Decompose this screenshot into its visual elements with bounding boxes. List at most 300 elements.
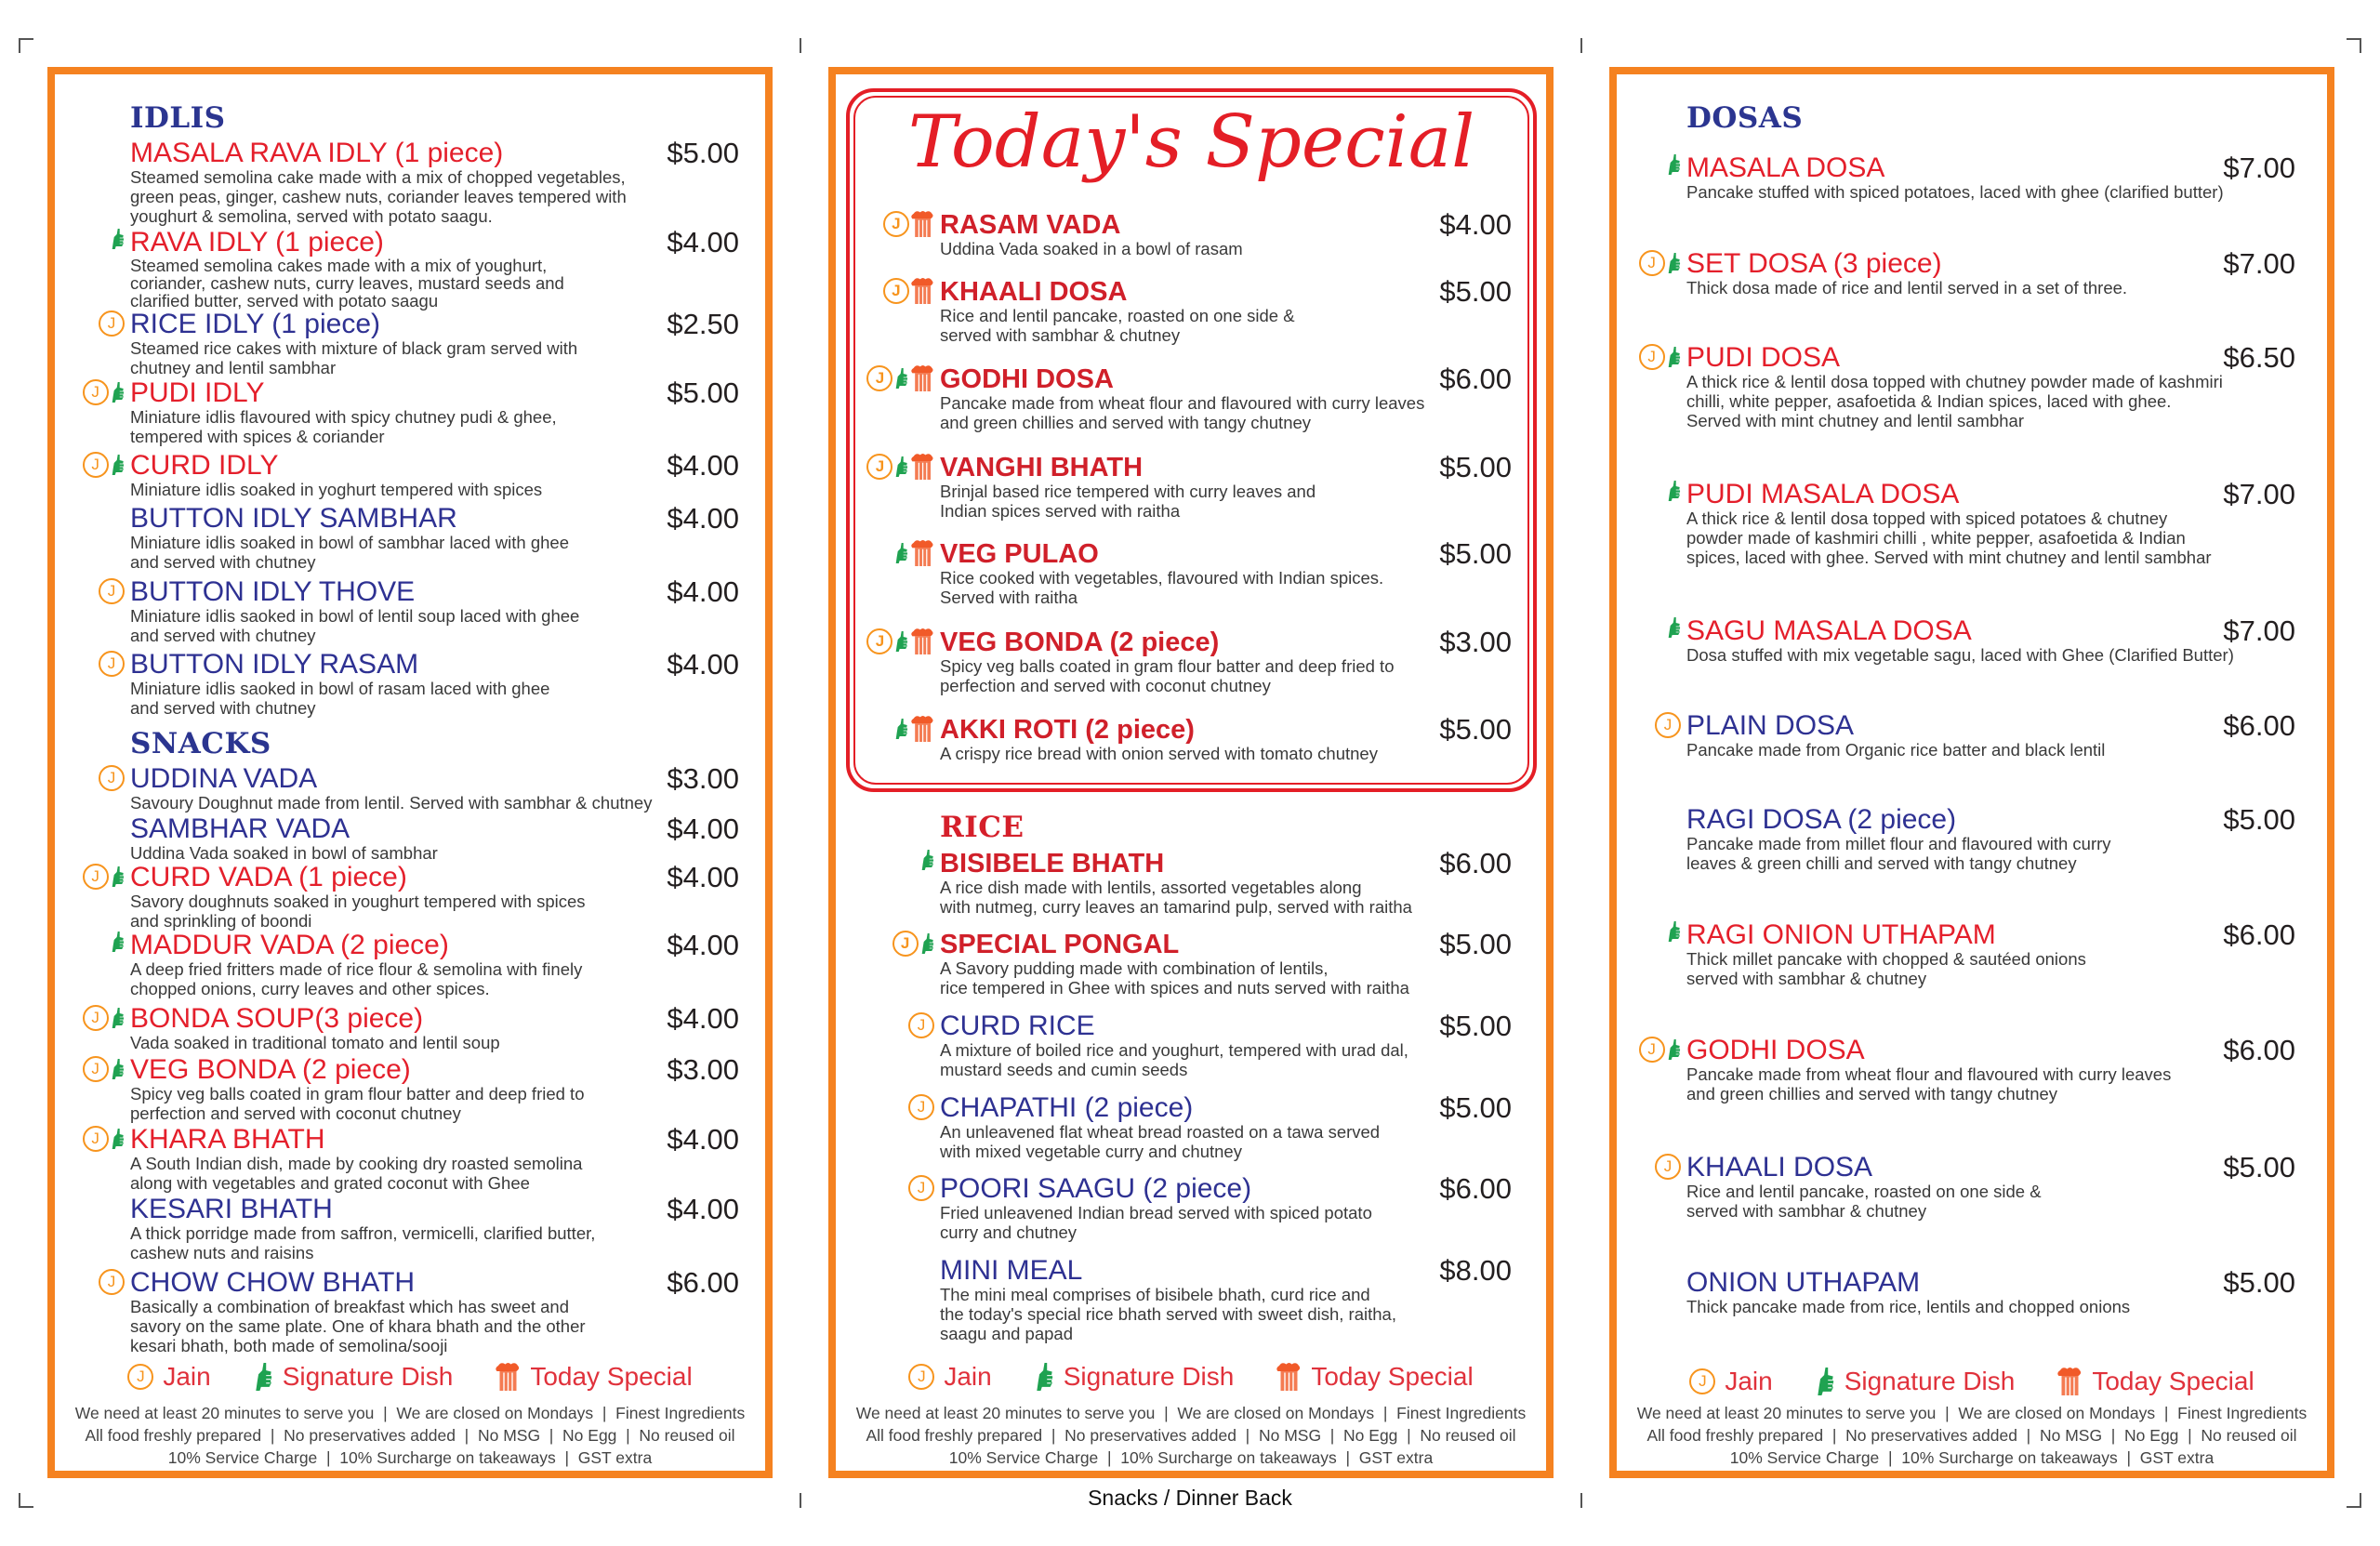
item-description: chopped onions, curry leaves and other spices. [130, 979, 490, 998]
item-tag-icons [908, 1094, 934, 1120]
item-name [107, 649, 419, 680]
crop-mark-top-left [19, 38, 33, 40]
chef-hat-icon [911, 211, 934, 237]
item-name [917, 1011, 1095, 1041]
item-price: $6.00 [2223, 918, 2295, 951]
item-price: $7.00 [2223, 152, 2295, 184]
jain-icon: J [866, 365, 892, 391]
item-description: Miniature idlis soaked in bowl of sambhar laced with ghee [130, 533, 570, 552]
legend-special-label: Today Special [530, 1362, 693, 1391]
thumbs-up-icon [1667, 253, 1681, 273]
item-description: Brinjal based rice tempered with curry leaves and [940, 482, 1316, 501]
item-tag-icons [1639, 250, 1681, 276]
thumbs-up-icon [1035, 1363, 1054, 1391]
item-tag-icons [908, 1012, 934, 1038]
item-tag-icons [111, 932, 125, 952]
item-name-text: UDDINA VADA [130, 763, 318, 794]
jain-icon: J [883, 211, 909, 237]
legend-signature [254, 1361, 454, 1393]
item-name-text: GODHI DOSA [940, 364, 1114, 394]
item-price: $4.00 [1439, 208, 1512, 241]
item-price: $4.00 [667, 1123, 739, 1156]
menu-item [940, 847, 1512, 917]
menu-item [917, 1091, 1512, 1161]
footer-notes [828, 1402, 1554, 1469]
thumbs-up-icon [894, 368, 908, 389]
item-price: $3.00 [667, 1053, 739, 1086]
thumbs-up-icon [894, 631, 908, 652]
item-price: $4.00 [667, 813, 739, 845]
item-name-text: CURD VADA (1 piece) [130, 862, 407, 892]
item-price: $4.00 [667, 929, 739, 961]
item-name-text: BONDA SOUP(3 piece) [130, 1003, 424, 1034]
thumbs-up-icon [254, 1363, 273, 1391]
thumbs-up-icon [111, 1008, 125, 1028]
todays-special-title: Today's Special [907, 100, 1475, 184]
legend-special-label: Today Special [1311, 1362, 1474, 1391]
item-name-text: SAMBHAR VADA [130, 813, 350, 844]
menu-item [107, 575, 739, 645]
item-tag-icons [866, 628, 934, 654]
section-title: IDLIS [130, 101, 226, 135]
legend-signature [1816, 1366, 2016, 1397]
item-name-text: RASAM VADA [940, 210, 1121, 240]
item-description: rice tempered in Ghee with spices and nuts served with raitha [940, 978, 1409, 998]
item-description: mustard seeds and cumin seeds [940, 1060, 1188, 1079]
item-description: Pancake made from wheat flour and flavoured with curry leaves [940, 393, 1425, 413]
item-tag-icons [1639, 344, 1681, 370]
jain-icon: J [83, 1005, 109, 1031]
footer-line: 10% Service Charge | 10% Surcharge on takeaways | GST extra [167, 1448, 653, 1467]
item-name-text: MASALA RAVA IDLY (1 piece) [130, 138, 504, 168]
menu-item [1647, 247, 2295, 297]
item-description: A deep fried fritters made of rice flour & semolina with finely [130, 959, 583, 979]
item-name-text: PUDI DOSA [1686, 342, 1841, 373]
legend-special [1276, 1361, 1473, 1393]
menu-item [1647, 1034, 2295, 1103]
item-description: Thick millet pancake with chopped & sautéed onions [1686, 949, 2086, 969]
jain-icon: J [908, 1175, 934, 1201]
item-description: perfection and served with coconut chutney [130, 1103, 461, 1123]
legend-jain [908, 1361, 991, 1393]
item-price: $6.00 [2223, 1034, 2295, 1066]
item-description: and green chillies and served with tangy chutney [940, 413, 1312, 432]
jain-icon: J [883, 278, 909, 304]
menu-item [1663, 1151, 2295, 1221]
footer-line: All food freshly prepared | No preservatives added | No MSG | No Egg | No reused oil [866, 1426, 1516, 1445]
item-description: coriander, cashew nuts, curry leaves, mustard seeds and [130, 273, 564, 293]
menu-item [917, 1010, 1512, 1079]
item-name [91, 1054, 411, 1085]
item-price: $4.00 [667, 1193, 739, 1225]
menu-item [107, 762, 739, 813]
item-name [1663, 1152, 1873, 1183]
item-name [1686, 481, 1959, 509]
item-price: $7.00 [2223, 247, 2295, 280]
item-name [892, 210, 1121, 240]
jain-icon: J [83, 864, 109, 890]
menu-item [940, 713, 1512, 763]
item-name-text: PUDI MASALA DOSA [1686, 479, 1960, 509]
item-description: saagu and papad [940, 1324, 1073, 1343]
item-name [107, 576, 416, 607]
menu-item [900, 928, 1512, 998]
jain-icon: J [99, 578, 125, 604]
item-tag-icons [1667, 154, 1681, 175]
footer-line: All food freshly prepared | No preservatives added | No MSG | No Egg | No reused oil [1646, 1426, 2297, 1445]
item-price: $5.00 [667, 137, 739, 169]
item-price: $4.00 [667, 861, 739, 893]
crop-mark-top-left [19, 38, 20, 53]
item-name-text: CHOW CHOW BHATH [130, 1267, 416, 1298]
item-tag-icons [1655, 712, 1681, 738]
menu-item [875, 451, 1512, 521]
jain-icon: J [908, 1364, 934, 1390]
item-description: Spicy veg balls coated in gram flour batter and deep fried to [130, 1084, 585, 1103]
item-description: A Savory pudding made with combination of lentils, [940, 958, 1329, 978]
chef-hat-icon [2057, 1368, 2082, 1395]
section-title: RICE [940, 811, 1025, 844]
item-name-text: VEG PULAO [940, 539, 1099, 569]
thumbs-up-icon [894, 543, 908, 563]
item-name-text: RICE IDLY (1 piece) [130, 309, 380, 339]
item-name [107, 309, 380, 339]
jain-icon: J [892, 931, 919, 957]
menu-item [107, 308, 739, 377]
jain-icon: J [1639, 344, 1665, 370]
item-description: A South Indian dish, made by cooking dry roasted semolina [130, 1154, 583, 1173]
jain-icon: J [99, 1269, 125, 1295]
item-tag-icons [1667, 617, 1681, 638]
item-description: youghurt & semolina, served with potato saagu. [130, 206, 493, 226]
item-description: with nutmeg, curry leaves an tamarind pulp, served with raitha [940, 897, 1412, 917]
item-name-text: MASALA DOSA [1686, 152, 1885, 183]
item-tag-icons [1639, 1037, 1681, 1063]
item-name [130, 505, 457, 533]
item-description: A crispy rice bread with onion served with tomato chutney [940, 744, 1378, 763]
item-description: Pancake made from millet flour and flavoured with curry [1686, 834, 2111, 853]
legend [1609, 1366, 2334, 1397]
jain-icon: J [83, 1126, 109, 1152]
item-name [940, 540, 1099, 568]
item-description: and served with chutney [130, 626, 316, 645]
item-name [1647, 1035, 1865, 1065]
item-tag-icons [83, 452, 125, 478]
item-tag-icons [99, 311, 125, 337]
item-price: $5.00 [667, 377, 739, 409]
item-description: served with sambhar & chutney [940, 325, 1181, 345]
jain-icon: J [1639, 250, 1665, 276]
item-description: An unleavened flat wheat bread roasted on a tawa served [940, 1122, 1381, 1142]
item-description: Served with mint chutney and lentil sambhar [1686, 411, 2024, 430]
item-name [940, 1257, 1082, 1285]
item-description: chutney and lentil sambhar [130, 358, 337, 377]
item-name [892, 277, 1128, 307]
item-name [940, 850, 1164, 878]
menu-item [107, 648, 739, 718]
menu-item [892, 275, 1512, 345]
item-price: $6.50 [2223, 341, 2295, 374]
item-price: $5.00 [1439, 1010, 1512, 1042]
item-description: Pancake stuffed with spiced potatoes, laced with ghee (clarified butter) [1686, 182, 2224, 202]
menu-item [91, 1002, 739, 1052]
jain-icon: J [1639, 1037, 1665, 1063]
item-price: $4.00 [667, 449, 739, 482]
section-title: DOSAS [1686, 101, 1804, 135]
item-name-text: KESARI BHATH [130, 1194, 333, 1224]
footer-line: We need at least 20 minutes to serve you | We are closed on Mondays | Finest Ingredients [1636, 1404, 2307, 1422]
jain-icon: J [99, 651, 125, 677]
item-name-text: KHAALI DOSA [1686, 1152, 1873, 1183]
item-description: spices, laced with ghee. Served with mint chutney and lentil sambhar [1686, 548, 2212, 567]
menu-item [940, 1254, 1512, 1343]
item-description: Fried unleavened Indian bread served with spiced potato [940, 1203, 1372, 1222]
item-price: $6.00 [1439, 1172, 1512, 1205]
item-description: Pancake made from wheat flour and flavoured with curry leaves [1686, 1064, 2172, 1084]
item-name [1686, 1269, 1920, 1297]
item-name-text: AKKI ROTI (2 piece) [940, 715, 1195, 745]
item-price: $7.00 [2223, 614, 2295, 647]
item-name [1686, 617, 1972, 645]
item-tag-icons [83, 1005, 125, 1031]
item-name-text: SPECIAL PONGAL [940, 930, 1180, 959]
item-tag-icons [111, 229, 125, 249]
item-name [91, 1124, 325, 1155]
item-description: The mini meal comprises of bisibele bhath, curd rice and [940, 1285, 1370, 1304]
item-description: Uddina Vada soaked in bowl of sambhar [130, 843, 438, 863]
crop-mark-top-right [2347, 38, 2361, 40]
jain-icon: J [83, 379, 109, 405]
item-name [917, 1173, 1252, 1204]
chef-hat-icon [911, 628, 934, 654]
footer-notes [1609, 1402, 2334, 1469]
menu-item [892, 208, 1512, 258]
item-tag-icons [908, 1175, 934, 1201]
item-description: Uddina Vada soaked in a bowl of rasam [940, 239, 1243, 258]
legend-jain [127, 1361, 210, 1393]
item-name-text: SAGU MASALA DOSA [1686, 615, 1972, 646]
item-name [875, 628, 1220, 657]
thumbs-up-icon [1667, 481, 1681, 501]
legend-signature-label: Signature Dish [282, 1362, 454, 1391]
item-price: $5.00 [1439, 928, 1512, 960]
item-name [1686, 806, 1956, 834]
item-description: savory on the same plate. One of khara bhath and the other [130, 1316, 586, 1336]
item-tag-icons [892, 931, 934, 957]
item-name [130, 1196, 333, 1223]
menu-item [1686, 614, 2295, 665]
item-name [1663, 710, 1855, 741]
item-price: $5.00 [1439, 713, 1512, 746]
thumbs-up-icon [111, 1059, 125, 1079]
item-price: $2.50 [667, 308, 739, 340]
item-name-text: RAGI DOSA (2 piece) [1686, 804, 1957, 835]
item-name-text: VEG BONDA (2 piece) [130, 1054, 411, 1085]
menu-item [875, 363, 1512, 432]
menu-item [1686, 154, 2295, 202]
thumbs-up-icon [111, 1129, 125, 1149]
thumbs-up-icon [111, 229, 125, 249]
legend-signature [1035, 1361, 1235, 1393]
item-name [91, 450, 279, 481]
item-name [1686, 154, 1884, 182]
item-description: served with sambhar & chutney [1686, 969, 1927, 988]
item-name [875, 453, 1144, 482]
item-name-text: RAVA IDLY (1 piece) [130, 227, 384, 258]
item-description: served with sambhar & chutney [1686, 1201, 1927, 1221]
menu-item [91, 1053, 739, 1123]
jain-icon: J [866, 454, 892, 480]
item-name-text: MADDUR VADA (2 piece) [130, 930, 449, 960]
item-description: and sprinkling of boondi [130, 911, 312, 931]
item-price: $5.00 [1439, 451, 1512, 483]
legend-special [496, 1361, 692, 1393]
item-price: $5.00 [2223, 1266, 2295, 1299]
menu-item [91, 377, 739, 446]
jain-icon: J [99, 765, 125, 791]
item-price: $4.00 [667, 575, 739, 608]
menu-item [130, 139, 739, 226]
legend-jain-label: Jain [944, 1362, 992, 1391]
fold-mark [1580, 38, 1582, 53]
item-price: $6.00 [1439, 363, 1512, 395]
item-description: Indian spices served with raitha [940, 501, 1181, 521]
jain-icon: J [83, 452, 109, 478]
legend-jain [1689, 1366, 1772, 1397]
item-description: Served with raitha [940, 588, 1078, 607]
thumbs-up-icon [111, 932, 125, 952]
item-description: A thick rice & lentil dosa topped with chutney powder made of kashmiri [1686, 372, 2223, 391]
item-description: Savory doughnuts soaked in youghurt tempered with spices [130, 892, 586, 911]
item-description: Rice and lentil pancake, roasted on one side & [940, 306, 1295, 325]
footer-line: We need at least 20 minutes to serve you | We are closed on Mondays | Finest Ingredients [855, 1404, 1527, 1422]
item-name [130, 815, 350, 843]
item-name-text: KHAALI DOSA [940, 277, 1128, 307]
item-name-text: PUDI IDLY [130, 377, 265, 408]
item-description: A thick porridge made from saffron, vermicelli, clarified butter, [130, 1223, 596, 1243]
item-description: perfection and served with coconut chutney [940, 676, 1271, 695]
legend-jain-label: Jain [1725, 1367, 1773, 1395]
jain-icon: J [908, 1012, 934, 1038]
item-description: tempered with spices & coriander [130, 427, 385, 446]
jain-icon: J [1655, 1154, 1681, 1180]
item-name-text: RAGI ONION UTHAPAM [1686, 919, 1996, 950]
thumbs-up-icon [1667, 347, 1681, 367]
jain-icon: J [1655, 712, 1681, 738]
menu-item [107, 1266, 739, 1355]
menu-item [130, 226, 739, 311]
item-description: Dosa stuffed with mix vegetable sagu, laced with Ghee (Clarified Butter) [1686, 645, 2234, 665]
chef-hat-icon [496, 1363, 521, 1391]
item-name [130, 932, 449, 959]
item-name-text: ONION UTHAPAM [1686, 1267, 1921, 1298]
item-description: Miniature idlis saoked in bowl of rasam laced with ghee [130, 679, 550, 698]
menu-item [1647, 341, 2295, 430]
item-description: Thick dosa made of rice and lentil served in a set of three. [1686, 278, 2128, 297]
item-description: A mixture of boiled rice and youghurt, tempered with urad dal, [940, 1040, 1408, 1060]
item-price: $3.00 [1439, 626, 1512, 658]
item-price: $5.00 [1439, 537, 1512, 570]
item-description: Miniature idlis saoked in bowl of lentil soup laced with ghee [130, 606, 580, 626]
menu-item [1686, 918, 2295, 988]
footer-line: 10% Service Charge | 10% Surcharge on takeaways | GST extra [1729, 1448, 2215, 1467]
jain-icon: J [99, 311, 125, 337]
item-tag-icons [866, 365, 934, 391]
item-description: leaves & green chilli and served with tangy chutney [1686, 853, 2077, 873]
thumbs-up-icon [1667, 1039, 1681, 1060]
item-name-text: CHAPATHI (2 piece) [940, 1092, 1194, 1123]
item-tag-icons [83, 1126, 125, 1152]
item-tag-icons [894, 716, 934, 742]
menu-item [91, 449, 739, 499]
item-description: the today's special rice bhath served with sweet dish, raitha, [940, 1304, 1396, 1324]
item-description: chilli, white pepper, asafoetida & Indian spices, laced with ghee. [1686, 391, 2172, 411]
item-tag-icons [99, 578, 125, 604]
thumbs-up-icon [1816, 1368, 1835, 1395]
footer-line: 10% Service Charge | 10% Surcharge on takeaways | GST extra [948, 1448, 1434, 1467]
chef-hat-icon [911, 365, 934, 391]
item-name-text: CURD RICE [940, 1011, 1095, 1041]
item-description: and served with chutney [130, 698, 316, 718]
jain-icon: J [908, 1094, 934, 1120]
item-description: with mixed vegetable curry and chutney [940, 1142, 1242, 1161]
item-description: along with vegetables and grated coconut with Ghee [130, 1173, 530, 1193]
jain-icon: J [1689, 1368, 1715, 1394]
item-name-text: KHARA BHATH [130, 1124, 325, 1155]
menu-item [875, 626, 1512, 695]
thumbs-up-icon [894, 719, 908, 739]
item-price: $6.00 [667, 1266, 739, 1299]
item-name-text: MINI MEAL [940, 1255, 1083, 1286]
item-name-text: GODHI DOSA [1686, 1035, 1865, 1065]
menu-item [91, 1123, 739, 1193]
item-name [107, 1267, 416, 1298]
thumbs-up-icon [111, 866, 125, 887]
item-price: $4.00 [667, 502, 739, 535]
item-description: and served with chutney [130, 552, 316, 572]
jain-icon: J [83, 1056, 109, 1082]
chef-hat-icon [911, 716, 934, 742]
item-price: $4.00 [667, 648, 739, 681]
item-price: $5.00 [1439, 275, 1512, 308]
item-name [940, 716, 1195, 744]
item-name [130, 229, 384, 257]
thumbs-up-icon [1667, 617, 1681, 638]
item-description: Miniature idlis flavoured with spicy chutney pudi & ghee, [130, 407, 557, 427]
item-name [1686, 921, 1996, 949]
item-tag-icons [1667, 921, 1681, 942]
fold-mark [800, 38, 801, 53]
item-tag-icons [83, 864, 125, 890]
footer-line: We need at least 20 minutes to serve you | We are closed on Mondays | Finest Ingredients [74, 1404, 746, 1422]
footer-notes [47, 1402, 773, 1469]
chef-hat-icon [1276, 1363, 1302, 1391]
item-description: curry and chutney [940, 1222, 1078, 1242]
item-tag-icons [99, 765, 125, 791]
item-description: Thick pancake made from rice, lentils and chopped onions [1686, 1297, 2131, 1316]
menu-item [130, 815, 739, 863]
thumbs-up-icon [111, 382, 125, 403]
chef-hat-icon [911, 540, 934, 566]
menu-item [130, 929, 739, 998]
item-name [91, 377, 265, 408]
item-price: $5.00 [2223, 1151, 2295, 1183]
item-description: clarified butter, served with potato saagu [130, 291, 439, 311]
legend [828, 1361, 1554, 1393]
item-name [875, 364, 1114, 394]
item-tag-icons [1667, 481, 1681, 501]
item-price: $6.00 [2223, 709, 2295, 742]
